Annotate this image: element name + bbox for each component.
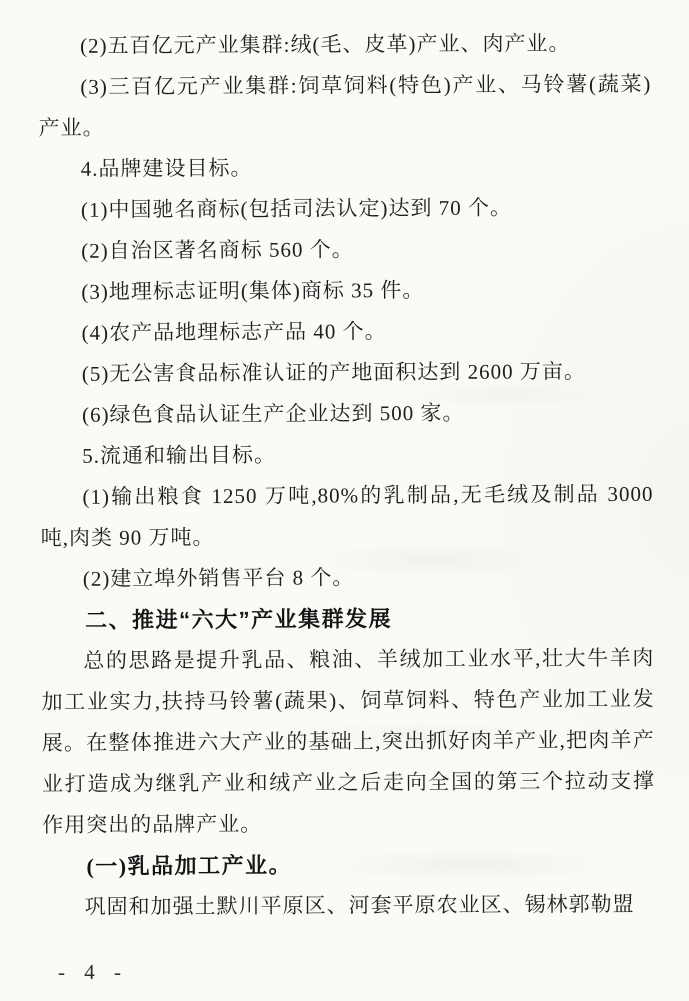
paragraph-circulation-goal-2: (2)建立埠外销售平台 8 个。: [82, 565, 355, 591]
paragraph-cluster-50-billion: (2)五百亿元产业集群:绒(毛、皮革)产业、肉产业。: [80, 31, 571, 58]
paragraph-brand-goal-3: (3)地理标志证明(集体)商标 35 件。: [81, 277, 425, 304]
paragraph-cluster-30-billion: (3)三百亿元产业集群:饲草饲料(特色)产业、马铃薯(蔬菜)产业。: [38, 71, 652, 140]
paragraph-dairy-regions: 巩固和加强土默川平原区、河套平原农业区、锡林郭勒盟: [84, 891, 635, 919]
paragraph-overall-approach: 总的思路是提升乳品、粮油、羊绒加工业水平,壮大牛羊肉加工业实力,扶持马铃薯(蔬果)、饲草饲料、特色产业加工业发展。在整体推进六大产业的基础上,突出抓好肉羊产业,把肉羊产业打造成为继乳产业和绒产业之后走向全国的第三个拉动支撑作用突出的品牌产业。: [41, 645, 656, 837]
document-body: [38, 23, 656, 928]
paragraph-circulation-goal-1: (1)输出粮食 1250 万吨,80%的乳制品,无毛绒及制品 3000 吨,肉类 90 万吨。: [40, 481, 654, 550]
paragraph-brand-goal-1: (1)中国驰名商标(包括司法认定)达到 70 个。: [80, 195, 513, 222]
subsection-heading-dairy: (一)乳品加工产业。: [86, 852, 293, 879]
paragraph-circulation-goals-title: 5.流通和输出目标。: [82, 442, 277, 468]
paragraph-brand-goals-title: 4.品牌建设目标。: [80, 155, 253, 181]
paragraph-brand-goal-2: (2)自治区著名商标 560 个。: [81, 237, 354, 263]
paragraph-brand-goal-6: (6)绿色食品认证生产企业达到 500 家。: [81, 400, 465, 427]
paragraph-brand-goal-5: (5)无公害食品标准认证的产地面积达到 2600 万亩。: [81, 359, 586, 386]
section-heading-six-clusters: 二、推进“六大”产业集群发展: [85, 606, 393, 633]
paragraph-brand-goal-4: (4)农产品地理标志产品 40 个。: [81, 319, 387, 345]
page-number: - 4 -: [58, 960, 128, 984]
